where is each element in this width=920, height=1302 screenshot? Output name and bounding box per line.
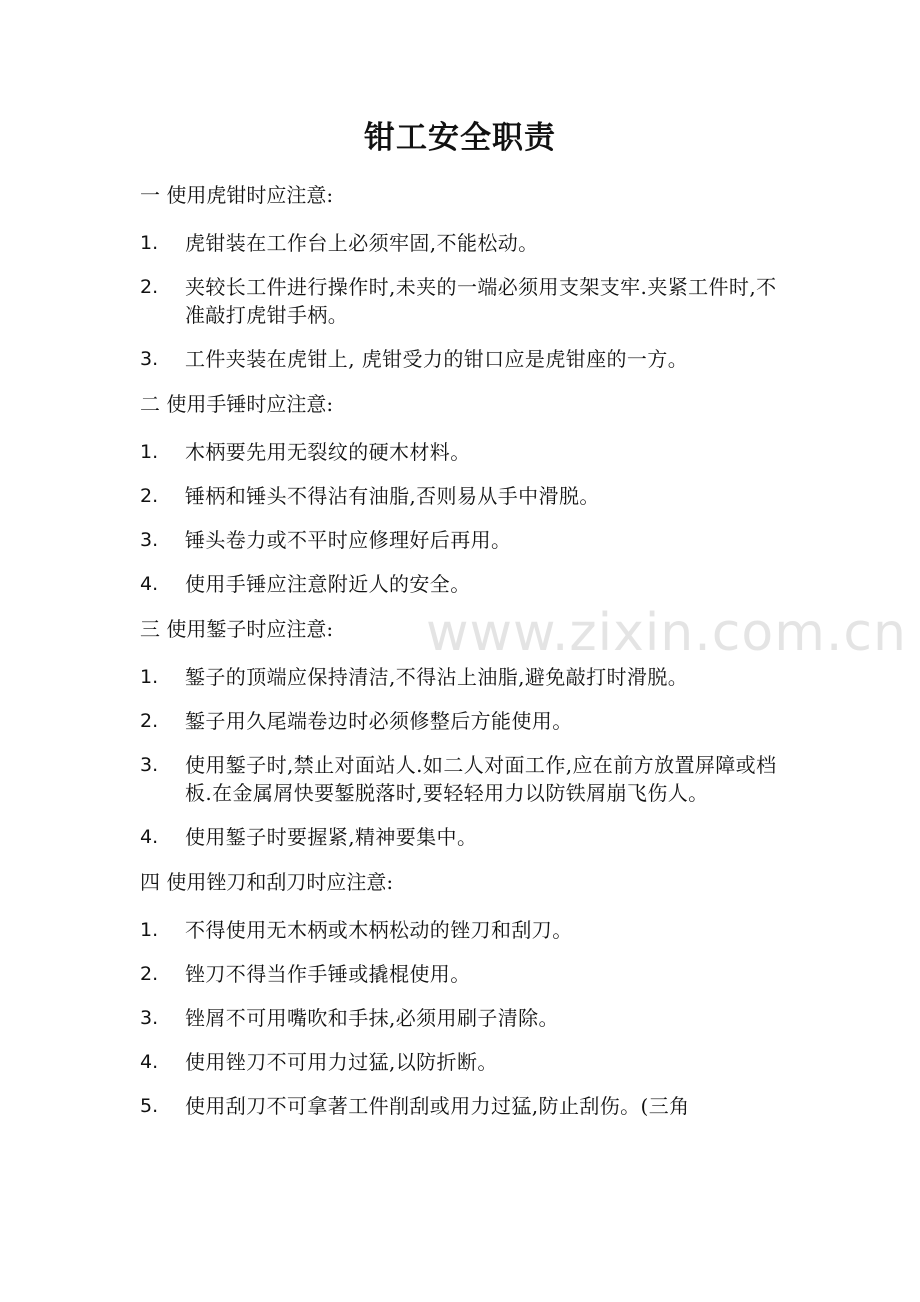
item-text: 使用锉刀不可用力过猛,以防折断。: [185, 1050, 498, 1074]
item-text: 使用錾子时,禁止对面站人.如二人对面工作,应在前方放置屏障或档板.在金属屑快要錾脱落时,要轻轻用力以防铁屑崩飞伤人。: [185, 753, 777, 805]
list-item: [140, 823, 785, 851]
list-item: [140, 751, 785, 807]
section-heading: 二 使用手锤时应注意:: [140, 392, 334, 416]
item-number: 3.: [140, 1007, 159, 1029]
item-number: 3.: [140, 754, 159, 776]
item-text: 使用手锤应注意附近人的安全。: [185, 572, 471, 596]
list-item: [140, 526, 785, 554]
item-text: 木柄要先用无裂纹的硬木材料。: [185, 440, 471, 464]
list-item: [140, 1048, 785, 1076]
item-number: 2.: [140, 276, 159, 298]
item-text: 夹较长工件进行操作时,未夹的一端必须用支架支牢.夹紧工件时,不准敲打虎钳手柄。: [185, 275, 777, 327]
item-text: 使用刮刀不可拿著工件削刮或用力过猛,防止刮伤。(三角: [185, 1094, 690, 1118]
item-number: 1.: [140, 441, 159, 463]
section-file-scraper: [140, 867, 785, 1120]
item-text: 錾子的顶端应保持清洁,不得沾上油脂,避免敲打时滑脱。: [185, 665, 689, 689]
list-item: [140, 1004, 785, 1032]
item-number: 4.: [140, 1051, 159, 1073]
list-item: [140, 273, 785, 329]
item-text: 锤柄和锤头不得沾有油脂,否则易从手中滑脱。: [185, 484, 600, 508]
item-number: 3.: [140, 529, 159, 551]
item-number: 5.: [140, 1095, 159, 1117]
item-text: 錾子用久尾端卷边时必须修整后方能使用。: [185, 709, 573, 733]
item-text: 不得使用无木柄或木柄松动的锉刀和刮刀。: [185, 918, 573, 942]
watermark: www.zixin.com.cn: [426, 603, 907, 663]
item-text: 虎钳装在工作台上必须牢固,不能松动。: [185, 231, 539, 255]
document-title: 钳工安全职责: [364, 120, 556, 156]
item-number: 2.: [140, 710, 159, 732]
list-item: [140, 960, 785, 988]
section-vise: [140, 180, 785, 373]
list-item: [140, 1092, 785, 1120]
list-item: [140, 482, 785, 510]
item-number: 1.: [140, 666, 159, 688]
list-item: [140, 345, 785, 373]
item-number: 3.: [140, 348, 159, 370]
item-number: 2.: [140, 485, 159, 507]
item-number: 4.: [140, 573, 159, 595]
list-item: [140, 229, 785, 257]
list-item: [140, 663, 785, 691]
item-text: 锉刀不得当作手锤或撬棍使用。: [185, 962, 471, 986]
item-text: 锤头卷力或不平时应修理好后再用。: [185, 528, 512, 552]
section-heading: 四 使用锉刀和刮刀时应注意:: [140, 870, 394, 894]
item-text: 工件夹装在虎钳上, 虎钳受力的钳口应是虎钳座的一方。: [185, 347, 689, 371]
list-item: [140, 707, 785, 735]
item-number: 2.: [140, 963, 159, 985]
item-text: 使用錾子时要握紧,精神要集中。: [185, 825, 478, 849]
list-item: [140, 570, 785, 598]
section-heading: 一 使用虎钳时应注意:: [140, 183, 334, 207]
item-number: 1.: [140, 919, 159, 941]
section-hammer: [140, 389, 785, 598]
item-text: 锉屑不可用嘴吹和手抹,必须用刷子清除。: [185, 1006, 559, 1030]
item-number: 1.: [140, 232, 159, 254]
item-number: 4.: [140, 826, 159, 848]
section-heading: 三 使用錾子时应注意:: [140, 617, 334, 641]
list-item: [140, 916, 785, 944]
list-item: [140, 438, 785, 466]
